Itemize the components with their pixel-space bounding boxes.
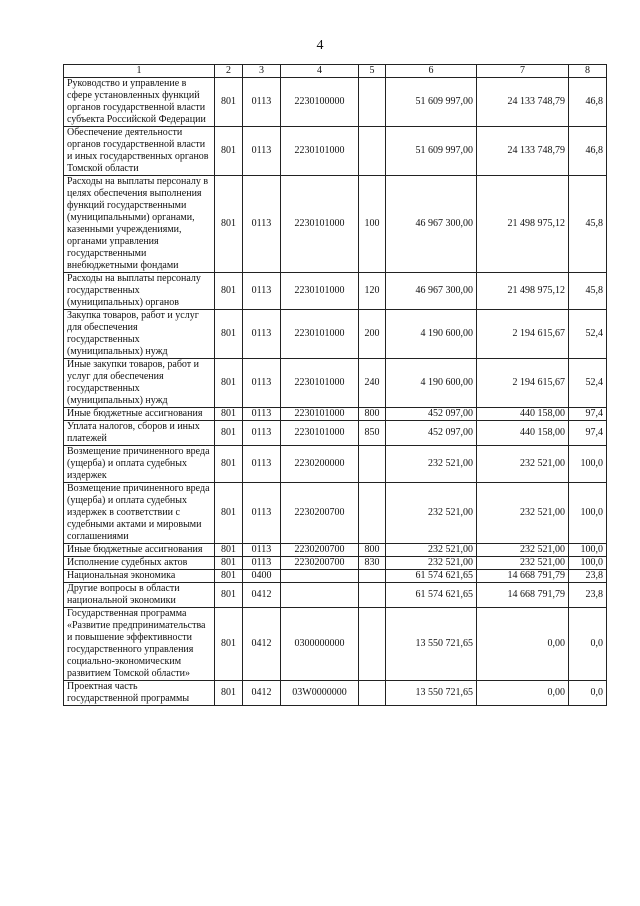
cell-expense-type: 120 [359,273,386,310]
table-row [64,557,607,570]
cell-target-code: 2230101000 [281,127,359,176]
row-name: Проектная часть государственной программы [64,681,215,706]
row-name: Государственная программа «Развитие предпринимательства и повышение эффективности государственного управления социально-экономическим развитием Томской области» [64,608,215,681]
cell-admin-code: 801 [215,608,243,681]
cell-planned-amount: 452 097,00 [386,421,477,446]
cell-executed-amount: 232 521,00 [477,557,569,570]
cell-expense-type [359,127,386,176]
cell-section-code: 0412 [243,583,281,608]
cell-planned-amount: 61 574 621,65 [386,583,477,608]
cell-section-code: 0113 [243,176,281,273]
cell-section-code: 0113 [243,127,281,176]
row-name: Обеспечение деятельности органов государственной власти и иных государственных органов Томской области [64,127,215,176]
row-name: Возмещение причиненного вреда (ущерба) и оплата судебных издержек в соответствии с судебными актами и мировыми соглашениями [64,483,215,544]
cell-section-code: 0113 [243,446,281,483]
cell-expense-type [359,483,386,544]
cell-admin-code: 801 [215,408,243,421]
cell-expense-type: 800 [359,544,386,557]
row-name: Расходы на выплаты персоналу государственных (муниципальных) органов [64,273,215,310]
cell-executed-amount: 14 668 791,79 [477,570,569,583]
table-row [64,421,607,446]
cell-executed-amount: 440 158,00 [477,421,569,446]
cell-admin-code: 801 [215,421,243,446]
cell-target-code: 2230101000 [281,273,359,310]
table-row [64,583,607,608]
cell-target-code: 2230100000 [281,78,359,127]
cell-planned-amount: 13 550 721,65 [386,681,477,706]
cell-executed-amount: 232 521,00 [477,483,569,544]
table-row [64,273,607,310]
cell-section-code: 0113 [243,557,281,570]
cell-planned-amount: 51 609 997,00 [386,127,477,176]
cell-percent: 100,0 [569,483,607,544]
cell-section-code: 0113 [243,310,281,359]
header-cell: 4 [281,65,359,78]
cell-admin-code: 801 [215,570,243,583]
budget-table [63,64,607,706]
cell-target-code: 2230101000 [281,310,359,359]
cell-percent: 0,0 [569,681,607,706]
cell-percent: 45,8 [569,176,607,273]
header-cell: 2 [215,65,243,78]
cell-percent: 100,0 [569,557,607,570]
table-row [64,359,607,408]
cell-target-code: 2230200700 [281,557,359,570]
cell-percent: 97,4 [569,421,607,446]
cell-admin-code: 801 [215,483,243,544]
header-row [64,65,607,78]
row-name: Возмещение причиненного вреда (ущерба) и оплата судебных издержек [64,446,215,483]
cell-executed-amount: 232 521,00 [477,446,569,483]
row-name: Расходы на выплаты персоналу в целях обеспечения выполнения функций государственными (муниципальными) органами, казенными учреждениями, органами управления государственными внебюджетными фондами [64,176,215,273]
table-row [64,446,607,483]
cell-planned-amount: 61 574 621,65 [386,570,477,583]
cell-percent: 45,8 [569,273,607,310]
cell-section-code: 0412 [243,681,281,706]
cell-target-code: 2230101000 [281,408,359,421]
cell-admin-code: 801 [215,176,243,273]
cell-admin-code: 801 [215,557,243,570]
table-row [64,310,607,359]
cell-admin-code: 801 [215,583,243,608]
cell-section-code: 0113 [243,408,281,421]
cell-section-code: 0400 [243,570,281,583]
cell-planned-amount: 232 521,00 [386,483,477,544]
table-row [64,127,607,176]
table-row [64,78,607,127]
row-name: Национальная экономика [64,570,215,583]
cell-admin-code: 801 [215,681,243,706]
cell-planned-amount: 13 550 721,65 [386,608,477,681]
cell-admin-code: 801 [215,273,243,310]
cell-executed-amount: 440 158,00 [477,408,569,421]
table-row [64,608,607,681]
cell-expense-type [359,608,386,681]
header-cell: 3 [243,65,281,78]
cell-expense-type: 850 [359,421,386,446]
header-cell: 5 [359,65,386,78]
row-name: Иные бюджетные ассигнования [64,544,215,557]
cell-expense-type: 100 [359,176,386,273]
row-name: Закупка товаров, работ и услуг для обеспечения государственных (муниципальных) нужд [64,310,215,359]
cell-admin-code: 801 [215,446,243,483]
cell-expense-type [359,78,386,127]
cell-planned-amount: 232 521,00 [386,446,477,483]
cell-target-code: 2230200700 [281,483,359,544]
table-row [64,483,607,544]
cell-expense-type: 830 [359,557,386,570]
cell-target-code: 2230200700 [281,544,359,557]
cell-expense-type [359,446,386,483]
cell-section-code: 0412 [243,608,281,681]
cell-executed-amount: 0,00 [477,608,569,681]
cell-executed-amount: 14 668 791,79 [477,583,569,608]
page-number: 4 [316,38,324,53]
table-row [64,544,607,557]
cell-target-code: 2230200000 [281,446,359,483]
row-name: Исполнение судебных актов [64,557,215,570]
cell-expense-type [359,681,386,706]
cell-percent: 46,8 [569,78,607,127]
header-cell: 8 [569,65,607,78]
cell-planned-amount: 46 967 300,00 [386,273,477,310]
cell-planned-amount: 46 967 300,00 [386,176,477,273]
header-cell: 1 [64,65,215,78]
cell-section-code: 0113 [243,421,281,446]
cell-admin-code: 801 [215,78,243,127]
cell-admin-code: 801 [215,359,243,408]
cell-executed-amount: 24 133 748,79 [477,78,569,127]
cell-expense-type: 800 [359,408,386,421]
cell-target-code [281,570,359,583]
cell-admin-code: 801 [215,544,243,557]
cell-admin-code: 801 [215,310,243,359]
cell-percent: 100,0 [569,446,607,483]
cell-executed-amount: 21 498 975,12 [477,273,569,310]
cell-expense-type: 200 [359,310,386,359]
cell-percent: 0,0 [569,608,607,681]
cell-expense-type [359,583,386,608]
cell-planned-amount: 232 521,00 [386,557,477,570]
cell-percent: 97,4 [569,408,607,421]
cell-executed-amount: 0,00 [477,681,569,706]
cell-planned-amount: 232 521,00 [386,544,477,557]
row-name: Иные закупки товаров, работ и услуг для обеспечения государственных (муниципальных) нужд [64,359,215,408]
cell-section-code: 0113 [243,273,281,310]
cell-executed-amount: 24 133 748,79 [477,127,569,176]
cell-target-code [281,583,359,608]
cell-executed-amount: 21 498 975,12 [477,176,569,273]
header-cell: 6 [386,65,477,78]
cell-target-code: 0300000000 [281,608,359,681]
row-name: Иные бюджетные ассигнования [64,408,215,421]
cell-planned-amount: 4 190 600,00 [386,359,477,408]
table-row [64,681,607,706]
cell-target-code: 2230101000 [281,359,359,408]
cell-section-code: 0113 [243,359,281,408]
cell-target-code: 03W0000000 [281,681,359,706]
row-name: Руководство и управление в сфере установленных функций органов государственной власти субъекта Российской Федерации [64,78,215,127]
cell-admin-code: 801 [215,127,243,176]
cell-percent: 23,8 [569,570,607,583]
table-row [64,408,607,421]
cell-executed-amount: 2 194 615,67 [477,310,569,359]
row-name: Другие вопросы в области национальной экономики [64,583,215,608]
cell-percent: 100,0 [569,544,607,557]
cell-section-code: 0113 [243,483,281,544]
cell-section-code: 0113 [243,78,281,127]
cell-percent: 52,4 [569,359,607,408]
cell-target-code: 2230101000 [281,421,359,446]
header-cell: 7 [477,65,569,78]
cell-executed-amount: 2 194 615,67 [477,359,569,408]
cell-expense-type [359,570,386,583]
cell-executed-amount: 232 521,00 [477,544,569,557]
cell-expense-type: 240 [359,359,386,408]
table-row [64,176,607,273]
cell-planned-amount: 452 097,00 [386,408,477,421]
cell-percent: 46,8 [569,127,607,176]
cell-planned-amount: 4 190 600,00 [386,310,477,359]
cell-target-code: 2230101000 [281,176,359,273]
cell-percent: 52,4 [569,310,607,359]
row-name: Уплата налогов, сборов и иных платежей [64,421,215,446]
cell-percent: 23,8 [569,583,607,608]
cell-planned-amount: 51 609 997,00 [386,78,477,127]
cell-section-code: 0113 [243,544,281,557]
table-row [64,570,607,583]
